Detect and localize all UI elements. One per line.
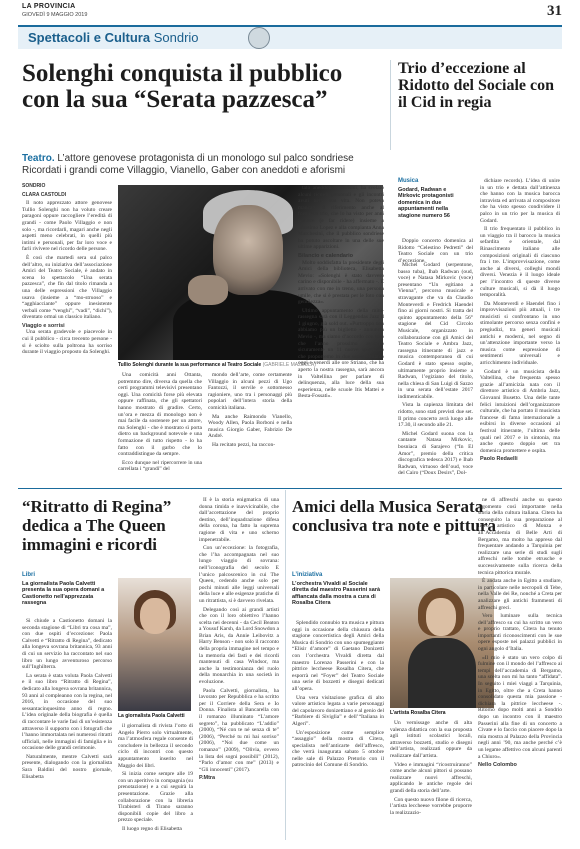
paragraph: Ecco dunque nel ripercorrere in una carrellata i “grandi” del bbox=[118, 459, 202, 473]
paragraph: Ha recitato pezzi, ha raccon- bbox=[212, 441, 276, 448]
divider bbox=[285, 490, 286, 840]
paragraph: Una serata gradevole e piacevole in cui il pubblico - circa trecento persone - si è sciolto sulla poltrona ha sorriso durante il viaggio proposto da Solenghi. bbox=[22, 329, 112, 356]
paragraph: Con un’eccezione: la fotografia, che l’ha accompagnata nel suo lungo viaggio di sovrana: nell’iconografia del secolo E l’unico palcoscenico in cui The Queen, cedendo anche solo per pochi minuti alle leggi universali della luce e alle esigenze pratiche di un ritrattista, si è davvero rivelata. bbox=[199, 545, 279, 604]
paragraph: Si chiude a Castionetto domani la seconda stagione di “Libri tra cosa ma”, con due ospiti d’eccezione: Paola Calvetti e “Ritratto di Regina”, dedicato alla longeva sovrana britannica, 93 anni di cui un servizio ha raccontato nel suo libro un lungo avventuroso percorso sull’Inghilterra. bbox=[22, 618, 112, 671]
paragraph: Paola Calvetti, giornalista, ha lavorato per Repubblica e ha scritto per il Corriere della Sera e Io Donna. Finalista al Bancarella con il romanzo illuminato “L’amore segreto”, ha pubblicato “L’addio” (2000), “Né con te né senza di te” (2006), “Perché tu mi hai sorriso” (2006), “Noi due come un romanzo” (2009), “Olivia, ovvero la lista dei sogni possibili” (2012), “Parlo d’amor con me” (2013) e “Gli innocenti” (2017). bbox=[199, 687, 279, 773]
article3-column-3 bbox=[199, 497, 279, 782]
article4-headline[interactable]: Amici della Musica Serata conclusiva tra note e pittura bbox=[292, 497, 496, 535]
newspaper-title: LA PROVINCIA bbox=[22, 3, 76, 10]
article4-kicker: L’iniziativa bbox=[292, 572, 323, 578]
paragraph: Da Monteverdi e Haendel fino i improvvisazioni più attuali, i tre musicisti si confrontano in uno stimolante percorso senza confini e pregiudizi, tra generi musicali antichi e moderni, nel segno di un’attenzione importante verso la musica come espressione di sentimenti universali e arricchimento individuale. bbox=[480, 300, 560, 367]
photo-figure bbox=[426, 598, 456, 636]
article2-column-1 bbox=[398, 262, 473, 479]
paragraph: Godard è un musicista della Valtellina, che frequenta spesso grazie all’amicizia nata con il direttore artistico di Ambria Jazz, Giovanni Busetto. Una delle tante felici intuizioni dell’organizzatore culturale, che ha portato il musicista francese di fama internazionale a esibirsi in diverse occasioni al festival itinerante, l’ultima delle quali nel 2017 e in sintonia, ma anche questo doppio set tra domenica promettere e ospita. bbox=[480, 368, 560, 454]
paragraph: Vero luminare sulla tecnica dell’affresco su cui ha scritto un vero e proprio trattato, Citera ha tenuto importanti riconoscimenti con le sue opere esposte nei palazzi pubblici in ogni angolo d’Italia. bbox=[478, 613, 562, 653]
paragraph: È così che martedì sera sul palco dell’altro, su iniziativa dell’associazione Amici del Teatro Sociale, è andato in scena lo spettacolo “Una serata pazzesca”, che fin dal titolo rimanda a una delle espressioni che Villaggio usava (insieme a “mo-struoso” e “agghiacciante” oppure inesistente verbali come “venghi”, “vadi”, “dichi”), diventato ormai un classico italiano. bbox=[22, 254, 112, 321]
article3-kicker-box bbox=[22, 572, 112, 607]
paragraph: Il trio frequentato il pubblico in un viaggio tra il barocco la musica sefardita e orientale, dal Rinascimento italiano alle composizioni originali di ciascuno fra i tre. L’improvvisazione, come anche ai diversi, colleghi mondi diversi. Venezia è il luogo ideale per l’incontro di queste diverse culture musicali, si dà il luogo temporalità. bbox=[480, 226, 560, 299]
article1-subhead-1: Viaggio e sorrisi bbox=[22, 322, 65, 329]
article2-headline[interactable]: Trio d’eccezione al Ridotto del Sociale con il Cid in regia bbox=[398, 60, 554, 111]
article4-strap: L’orchestra Vivaldi al Sociale diretta dal maestro Passerini sarà affiancata dalla mostra a cura di Rosalba Citera bbox=[292, 580, 381, 607]
article4-author: Nello Colombo bbox=[478, 762, 517, 769]
paragraph: Delegando così ai grandi artisti che con il loro obiettivo l’hanno scelta nei decenni - da Cecil Beaton a Yousuf Karsh, da Lord Snowdon a Brian Aris, da Annie Leibovitz a Harry Benson - non solo il racconto della propria immagine nel tempo e la memoria dei fasti e dei ricordi mantenuti di casa Windsor, ma anche la testimonianza del ruolo della monarchia in una società in evoluzione. bbox=[199, 606, 279, 686]
byline-author: CLARA CASTOLDI bbox=[22, 191, 67, 198]
paragraph: La serata è stata voluta Paola Calvetti e il suo libro “Ritratto di Regina”, dedicato alla longeva sovrana britannica, 93 anni al compleanno con la regina, nel 2016, in occasione del suo sessantacinquesimo anno di regno. L’idea originale della biografia è quella di raccontare le varie fasi di un’esistenza attraverso il supporto con i fotografi che l’hanno immortalata nei numerosi ritratti ufficiali, nelle immagini di famiglia e in occasione delle grandi cerimonie. bbox=[22, 672, 112, 752]
paragraph: Il noto apprezzato attore genovese Tullio Solenghi non ha voluto creare paragoni oppure raccogliere l’eredità di grandi - come Paolo Villaggio e non solo -, ma ricordarli, magari anche negli aspetti meno celebrati, in quelli più intimi e personali, per far loro voce e farli rivivere nel ricordo delle persone. bbox=[22, 200, 112, 253]
article2-kicker: Musica bbox=[398, 178, 419, 184]
paragraph: Doppio concerto domenica al Ridotto “Celestino Pedretti” del Teatro Sociale con un trio d’eccezione. bbox=[398, 238, 473, 264]
paragraph: il giornalista di rivista l’orto di Angelo Pierro solo virtualmente, ma l’atmosfera regale consente di concludere in bellezza il secondo ciclo di incontri con questo appuntamento inserito nel Maggio dei libri. bbox=[118, 723, 193, 769]
article3-headline[interactable]: “Ritratto di Regina” dedica a The Queen immagini e ricordi bbox=[22, 497, 172, 554]
caption-text: La giornalista Paola Calvetti bbox=[118, 713, 185, 719]
article1-subhead-2: Bilancio e calendario bbox=[298, 252, 354, 259]
article4-column-3 bbox=[478, 497, 562, 769]
section-subtitle: Sondrio bbox=[153, 30, 199, 45]
paragraph: Un vernissage anche di alta valenza didattica con la sua proposta agli istituti scolastici locali, attraverso bozzetti, studio e disegni dell’artista, realizzati oppure da realizzare dall’artista. bbox=[390, 720, 472, 759]
article4-kicker-box bbox=[292, 572, 384, 607]
article2-strap: Godard, Radwan e Mirkovic protagonisti domenica in due appuntamenti nella stagione numero 56 bbox=[398, 186, 454, 219]
section-title: Spettacoli e Cultura bbox=[28, 30, 151, 45]
article3-kicker: Libri bbox=[22, 572, 35, 578]
article4-column-1 bbox=[292, 620, 384, 771]
caption-text: Tullio Solenghi durante la sua performance al Teatro Sociale bbox=[118, 362, 262, 368]
paragraph: Con questo nuovo filone di ricerca, l’artista leccheese vorrebbe proporre la realizzazio- bbox=[390, 796, 472, 816]
section-divider bbox=[18, 488, 562, 489]
article3-strap: La giornalista Paola Calvetti presenta la sua opera domani a Castionetto nell’apprezzata rassegna bbox=[22, 580, 105, 607]
section-logo-icon bbox=[248, 27, 270, 49]
article1-headline[interactable]: Solenghi conquista il pubblico con la sua “Serata pazzesca” bbox=[22, 60, 343, 113]
paragraph: Molto soddisfatta la presidente degli Amici della biblioteca, Elisabetta Mevio: «Solenghi è stato davvero carino e disponibile - ha affermato -. È arrivato con me in treno, una persona umile, che si è prestata per le foto con gentilezza». bbox=[298, 259, 384, 306]
article4-column-2 bbox=[390, 720, 472, 818]
article1-column-3 bbox=[208, 372, 292, 451]
paragraph: Ma anche Raimondo Vianello, Woody Allen, Paola Borboni e nella musica Giorgio Gaber, Fabrizio De André. bbox=[208, 413, 292, 440]
paragraph: Il luogo regno di Elisabetta bbox=[122, 825, 182, 832]
article1-column-1 bbox=[22, 183, 112, 358]
paragraph: II è la storia enigmatica di una donna timida e inavvicinabile, che dall’accettazione del proprio destino, dell’inquadrazione difesa della corona, ha fatto la suprema ragione di vita e uno scherno impenetrabile. bbox=[199, 497, 279, 543]
calvetti-photo[interactable] bbox=[118, 578, 191, 711]
paragraph: Un’esposizione come semplice “assaggio” della mostra di Citera, specialista nell’anticarte dell’affresco, che verrà inaugurata sabato 5 ottobre nelle sale di Palazzo Pretorio con il patrocinio del Comune di Sondrio. bbox=[292, 729, 384, 769]
paragraph: dichiare records). L’idea di unire in un trio e dettata dall’attinenza che hanno con la musica barocca intravista ed arrivata al compositore che ha visto spesso condividere il palco in un trio per la musica di Godard. bbox=[480, 178, 560, 224]
photo2-caption bbox=[118, 713, 208, 719]
paragraph: È andata anche in Egitto a studiare, in particolare nelle necropoli di Tebe, nella Valle dei Re, nonché a Creta per analizzare gli antichi frammenti di affreschi greci. bbox=[478, 578, 562, 611]
article1-column-2 bbox=[118, 372, 202, 475]
photo-credit: (GABRIELE MAZZOLA) bbox=[262, 362, 316, 368]
article2-column-2 bbox=[480, 178, 560, 463]
paragraph: Splendido connubio tra musica e pittura oggi in occasione della chiusura della stagione concertistica degli Amici della Musica di Sondrio con uno spumeggiante “Elisir d’amore” di Gaetano Donizetti con l’orchestra Vivaldi diretta dal maestro Lorenzo Passerini e con la pittrice leccheese Rosalba Citera, che esporrà nel “Foyer” del Teatro Sociale una serie di bozzetti e disegni dedicati all’opera. bbox=[292, 620, 384, 692]
page-number: 31 bbox=[547, 3, 562, 19]
paragraph: Si inizia come sempre alle 19 con un aperitivo in compagnia (su prenotazione) e a cui seguirà la presentazione. Grazie alla collaborazione con la libreria Tirabisteri di Tirano saranno disponibili copie del libro a prezzo speciale. bbox=[118, 771, 193, 824]
paragraph: Video e immagini “ricostruiranno” come anche alcuni pittori si possano realizzare nuovi affreschi, applicando le antiche regole dei grandi della storia dell’arte. bbox=[390, 761, 472, 794]
paragraph: Una vera visitazione grafica di alto valore artistico legata a varie personaggi del capolavoro donizettiano e al genio del “Barbiere di Siviglia” e dell’“Italiana in Algeri”. bbox=[292, 694, 384, 727]
photo-figure bbox=[408, 638, 476, 708]
issue-date: GIOVEDÌ 9 MAGGIO 2019 bbox=[22, 12, 88, 18]
article3-column-2 bbox=[118, 723, 193, 835]
article3-column-1 bbox=[22, 618, 112, 782]
article2-author: Paolo Redaelli bbox=[480, 456, 518, 463]
paragraph: Una comicità anni Ottanta, potremmo dire, diversa da quella che certi programmi televisivi presentano oggi. Una comicità forse più elevata oppure raffinata, che gli spettatori hanno mostrato di gradire. Certo, un’ora e mezza di monologo non è mai facile da sostenere per un attore, ma Solenghi - che è mostrato sì porta dietro un background notevole e una formazione di tutto rispetto - lo ha fatto con il garbo che lo contraddistingue da sempre. bbox=[118, 372, 202, 458]
photo-figure bbox=[188, 275, 228, 305]
paragraph: Naturalmente, mentre Calvetti sarà presente, dialogando con la giornalista Sara Baldini del nostro giornale, Elisabetta bbox=[22, 753, 112, 780]
paragraph: Michel Godard suona con la cantante Natasa Mirkovic, bosniaca di Sarajevo (“In El Amor”, premio della critica discografica tedesca 2017) e Ihab Radwan, virtuoso dell’oud, voce del Cairo (“Doux Desirs”, Dol- bbox=[398, 430, 473, 477]
paragraph: Michel Godard (serpentone, basso tuba), Ihab Radwan (oud, voce) e Natasa Mirkovic (voce) presentano “Un egitiano a Vienna”, percorso musicale e stravagante che va da Claudio Monteverdi e Fredrich Haendel fino ai giorni nostri. Si tratta del quinto appuntamento della 56° stagione del Cid Circolo Musicale, organizzato in collaborazione con gli Amici del Teatro Sociale e Ambra Jazz, rassegna itinerante di jazz e musica contemporanea di cui Godard è stato spesso ospite, ultimamente proprio insieme a Radwan, l’egiziano del titolo, nella chiesa di San Luigi di Sazzo in una serata dell’estate 2017 indimenticabile. bbox=[398, 262, 473, 400]
photo-figure bbox=[140, 598, 170, 634]
section-label bbox=[28, 30, 199, 45]
paragraph: mondo dell’arte, come certamente Villaggio in alcuni pezzi di Ugo Fantozzi, il servile e sottomesso ragioniere, uno tra i personaggi più popolari dell’intera storia della comicità italiana. bbox=[208, 372, 292, 411]
byline-city: SONDRIO bbox=[22, 183, 46, 189]
paragraph: ne di affreschi anche su questo argomento così importante nella storia della cultura italiana. Citera ha conseguito la sua preparazione al liceo artistico di Monza e all’Accademia di Belle Arti di Bergamo, ma molto ha appreso dal frequentare andando a Tarquinia per realizzare una serie di studi sugli affreschi nelle tombe etrusche e successivamente sulla ricerca della tecnica pittorica murale. bbox=[478, 497, 562, 576]
article2-kicker-box bbox=[398, 178, 468, 220]
article1-strap-text: L’attore genovese protagonista di un monologo sul palco sondriese Ricordati i grandi come Villaggio, Vianello, Gaber con aneddoti e aforismi bbox=[22, 153, 354, 176]
article1-kicker: Teatro. bbox=[22, 153, 55, 164]
paragraph: Ultimo appuntamento della mini-rassegna sarà con il Leggendas Jazz il 1 giugno, già sold out. «Purtroppo non abbiamo più un biglietto - annuncia Mevio -, ma siamo d’accordo con loro che l’anno prossimo avranno sicuramente un 11 nuove spettacolo che proporremo in due serate. Intanto oggi e venerdì alle ore Striano, che ha aperto la nostra rassegna, sarà ancora in Valtellina per parlare di delinquenza, alla luce della sua esperienza, nelle scuole Itis Mattei e Besta-Fossati». bbox=[298, 307, 384, 400]
paragraph: tato aneddoti e aforismi, ha svelato alcuni ricordi personali e gli incontri avuti nella sua vita. Non poteva mancare il riferimento anche al fortunato trio, che lo ha visto per anni recitare (e far ridere) insieme a Massimo Lopez e alla compianta Anna Marchesini, che il pubblico sondriese ha potuto ascoltare in una delle sue ultime apparizioni. bbox=[298, 185, 384, 251]
paragraph: Vista la capienza limitata del ridotto, sono stati previsti due set. Il primo concerto avrà luogo alle 17.30, il secondo alle 21. bbox=[398, 402, 473, 429]
divider bbox=[390, 60, 391, 150]
paragraph: «Il mio è stato un vero colpo di fulmine con il mondo del l’affresco ai tempi dell’accademia di Bergamo, una scelta non mi ha tanto “affidata”. In seguito i miei viaggi a Tarquinia, in Egitto, oltre che a Creta hanno consolidato questa mia passione - dichiara la pittrice leccheese -. Ritorno dopo molti anni a Sondrio dopo un incontro con il maestro Passerini alla fine di un concerto a Civate e lo faccio con piacere dopo la mia mostra al Palazzo della Provincia negli anni ’90, ma anche perché c’è un legame affettivo con alcuni parenti a Chiuro». bbox=[478, 654, 562, 760]
article3-author: P.Mtra bbox=[199, 775, 216, 782]
article1-strap bbox=[22, 153, 384, 177]
caption-text: L’artista Rosalba Citera bbox=[390, 710, 446, 716]
article1-column-4 bbox=[298, 185, 384, 402]
